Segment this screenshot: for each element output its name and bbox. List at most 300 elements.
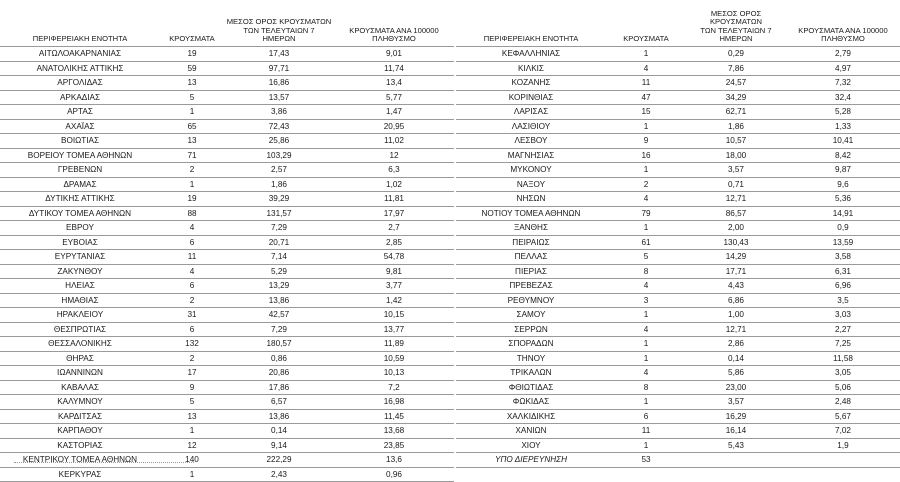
table-row [456, 235, 900, 250]
region-cell: ΑΡΚΑΔΙΑΣ [0, 90, 160, 105]
avg7-cell: 5,86 [686, 366, 786, 381]
table-row [0, 163, 454, 178]
avg7-cell: 131,57 [224, 206, 334, 221]
table-row [456, 424, 900, 439]
per100k-cell: 12 [334, 148, 454, 163]
per100k-cell: 6,31 [786, 264, 900, 279]
avg7-cell: 7,14 [224, 250, 334, 265]
per100k-cell: 23,85 [334, 438, 454, 453]
avg7-cell: 20,71 [224, 235, 334, 250]
per100k-cell: 11,74 [334, 61, 454, 76]
left-header-row [0, 8, 454, 47]
table-row [0, 264, 454, 279]
region-cell: ΜΑΓΝΗΣΙΑΣ [456, 148, 606, 163]
region-cell: ΠΕΛΛΑΣ [456, 250, 606, 265]
region-cell: ΠΙΕΡΙΑΣ [456, 264, 606, 279]
cases-cell: 15 [606, 105, 686, 120]
avg7-cell: 5,43 [686, 438, 786, 453]
region-cell: ΚΑΛΥΜΝΟΥ [0, 395, 160, 410]
header-region: ΠΕΡΙΦΕΡΕΙΑΚΗ ΕΝΟΤΗΤΑ [32, 34, 128, 44]
region-cell: ΦΘΙΩΤΙΔΑΣ [456, 380, 606, 395]
region-cell: ΘΕΣΠΡΩΤΙΑΣ [0, 322, 160, 337]
avg7-cell: 0,14 [686, 351, 786, 366]
per100k-cell: 3,05 [786, 366, 900, 381]
region-cell: ΧΑΛΚΙΔΙΚΗΣ [456, 409, 606, 424]
cases-cell: 9 [160, 380, 224, 395]
per100k-cell: 1,9 [786, 438, 900, 453]
table-row [0, 322, 454, 337]
avg7-cell: 16,86 [224, 76, 334, 91]
table-row [0, 424, 454, 439]
cases-cell: 13 [160, 134, 224, 149]
per100k-cell: 3,77 [334, 279, 454, 294]
region-cell: ΚΑΡΔΙΤΣΑΣ [0, 409, 160, 424]
per100k-cell: 0,96 [334, 467, 454, 482]
per100k-cell: 1,42 [334, 293, 454, 308]
table-row [0, 337, 454, 352]
cases-cell: 11 [606, 424, 686, 439]
region-cell: ΠΕΙΡΑΙΩΣ [456, 235, 606, 250]
cases-cell: 4 [160, 221, 224, 236]
cases-cell: 1 [606, 163, 686, 178]
table-row [0, 351, 454, 366]
table-row [456, 366, 900, 381]
table-row [456, 264, 900, 279]
avg7-cell: 5,29 [224, 264, 334, 279]
avg7-cell: 222,29 [224, 453, 334, 468]
avg7-cell: 24,57 [686, 76, 786, 91]
avg7-cell: 7,29 [224, 221, 334, 236]
region-cell: ΗΡΑΚΛΕΙΟΥ [0, 308, 160, 323]
per100k-cell: 10,41 [786, 134, 900, 149]
cases-cell: 5 [160, 90, 224, 105]
cases-cell: 1 [160, 467, 224, 482]
cases-cell: 11 [160, 250, 224, 265]
avg7-cell: 1,00 [686, 308, 786, 323]
table-row [456, 351, 900, 366]
region-cell: ΚΙΛΚΙΣ [456, 61, 606, 76]
region-cell: ΣΕΡΡΩΝ [456, 322, 606, 337]
cases-cell: 1 [606, 351, 686, 366]
table-row [0, 76, 454, 91]
cases-cell: 2 [160, 293, 224, 308]
table-row [456, 61, 900, 76]
cases-cell: 11 [606, 76, 686, 91]
avg7-cell: 1,86 [224, 177, 334, 192]
avg7-cell: 130,43 [686, 235, 786, 250]
cases-cell: 2 [160, 163, 224, 178]
cases-cell: 6 [606, 409, 686, 424]
avg7-cell: 86,57 [686, 206, 786, 221]
cases-cell: 1 [160, 424, 224, 439]
avg7-cell: 6,86 [686, 293, 786, 308]
avg7-cell: 0,14 [224, 424, 334, 439]
region-cell: ΚΟΡΙΝΘΙΑΣ [456, 90, 606, 105]
cases-cell: 6 [160, 235, 224, 250]
region-cell: ΑΡΤΑΣ [0, 105, 160, 120]
per100k-cell: 10,15 [334, 308, 454, 323]
cases-cell: 12 [160, 438, 224, 453]
cases-cell: 19 [160, 47, 224, 62]
table-row [0, 235, 454, 250]
per100k-cell: 4,97 [786, 61, 900, 76]
avg7-cell: 39,29 [224, 192, 334, 207]
table-row [456, 337, 900, 352]
cases-cell: 8 [606, 380, 686, 395]
per100k-cell: 7,25 [786, 337, 900, 352]
avg7-cell: 34,29 [686, 90, 786, 105]
table-row [456, 163, 900, 178]
region-cell: ΜΥΚΟΝΟΥ [456, 163, 606, 178]
avg7-cell: 0,29 [686, 47, 786, 62]
avg7-cell: 97,71 [224, 61, 334, 76]
avg7-cell: 2,43 [224, 467, 334, 482]
region-cell: ΦΩΚΙΔΑΣ [456, 395, 606, 410]
header-cases: ΚΡΟΥΣΜΑΤΑ [169, 34, 215, 44]
avg7-cell: 17,86 [224, 380, 334, 395]
per100k-cell: 9,87 [786, 163, 900, 178]
avg7-cell: 72,43 [224, 119, 334, 134]
header-avg7-line3: ΗΜΕΡΩΝ [719, 34, 753, 44]
avg7-cell: 13,86 [224, 409, 334, 424]
avg7-cell: 2,57 [224, 163, 334, 178]
table-row [0, 90, 454, 105]
table-row [0, 438, 454, 453]
header-per100k-line1: ΚΡΟΥΣΜΑΤΑ ΑΝΑ 100000 [349, 25, 439, 35]
avg7-cell: 14,29 [686, 250, 786, 265]
avg7-cell: 0,71 [686, 177, 786, 192]
avg7-cell: 17,43 [224, 47, 334, 62]
per100k-cell [786, 453, 900, 468]
cases-cell: 79 [606, 206, 686, 221]
table-row [0, 250, 454, 265]
table-row [0, 61, 454, 76]
cases-cell: 71 [160, 148, 224, 163]
avg7-cell: 42,57 [224, 308, 334, 323]
region-cell: ΒΟΡΕΙΟΥ ΤΟΜΕΑ ΑΘΗΝΩΝ [0, 148, 160, 163]
region-cell: ΔΡΑΜΑΣ [0, 177, 160, 192]
per100k-cell: 17,97 [334, 206, 454, 221]
region-cell: ΚΕΦΑΛΛΗΝΙΑΣ [456, 47, 606, 62]
region-cell: ΙΩΑΝΝΙΝΩΝ [0, 366, 160, 381]
avg7-cell: 18,00 [686, 148, 786, 163]
footer-divider [14, 462, 194, 464]
region-cell: ΝΑΞΟΥ [456, 177, 606, 192]
table-row [0, 293, 454, 308]
cases-cell: 1 [606, 395, 686, 410]
header-avg7-line3: ΗΜΕΡΩΝ [262, 34, 296, 44]
per100k-cell: 2,48 [786, 395, 900, 410]
per100k-cell: 3,5 [786, 293, 900, 308]
avg7-cell: 3,57 [686, 395, 786, 410]
per100k-cell: 2,85 [334, 235, 454, 250]
avg7-cell: 10,57 [686, 134, 786, 149]
per100k-cell: 32,4 [786, 90, 900, 105]
avg7-cell: 3,86 [224, 105, 334, 120]
avg7-cell: 13,86 [224, 293, 334, 308]
table-row [456, 221, 900, 236]
per100k-cell: 10,13 [334, 366, 454, 381]
header-cases: ΚΡΟΥΣΜΑΤΑ [623, 34, 669, 44]
per100k-cell: 3,03 [786, 308, 900, 323]
table-row [0, 221, 454, 236]
avg7-cell: 13,57 [224, 90, 334, 105]
region-cell: ΧΑΝΙΩΝ [456, 424, 606, 439]
per100k-cell: 13,68 [334, 424, 454, 439]
left-table-body [0, 47, 454, 482]
header-per100k [786, 8, 900, 47]
avg7-cell: 17,71 [686, 264, 786, 279]
cases-cell: 4 [606, 279, 686, 294]
avg7-cell: 1,86 [686, 119, 786, 134]
per100k-cell: 5,77 [334, 90, 454, 105]
avg7-cell: 103,29 [224, 148, 334, 163]
table-row [0, 177, 454, 192]
per100k-cell: 5,06 [786, 380, 900, 395]
avg7-cell: 12,71 [686, 192, 786, 207]
table-row [456, 380, 900, 395]
table-row [0, 119, 454, 134]
cases-cell: 1 [606, 438, 686, 453]
table-row [456, 134, 900, 149]
table-row [0, 308, 454, 323]
per100k-cell: 1,33 [786, 119, 900, 134]
cases-cell: 88 [160, 206, 224, 221]
region-cell: ΠΡΕΒΕΖΑΣ [456, 279, 606, 294]
cases-cell: 2 [606, 177, 686, 192]
region-cell: ΑΙΤΩΛΟΑΚΑΡΝΑΝΙΑΣ [0, 47, 160, 62]
cases-cell: 132 [160, 337, 224, 352]
per100k-cell: 2,7 [334, 221, 454, 236]
avg7-cell: 3,57 [686, 163, 786, 178]
region-cell: ΧΙΟΥ [456, 438, 606, 453]
region-cell: ΕΥΒΟΙΑΣ [0, 235, 160, 250]
region-cell: ΑΡΓΟΛΙΔΑΣ [0, 76, 160, 91]
region-cell: ΛΕΣΒΟΥ [456, 134, 606, 149]
table-row [0, 192, 454, 207]
avg7-cell [686, 453, 786, 468]
per100k-cell: 14,91 [786, 206, 900, 221]
table-row [0, 148, 454, 163]
table-row [0, 47, 454, 62]
region-cell: ΗΛΕΙΑΣ [0, 279, 160, 294]
cases-cell: 19 [160, 192, 224, 207]
avg7-cell: 6,57 [224, 395, 334, 410]
cases-cell: 1 [606, 47, 686, 62]
per100k-cell: 20,95 [334, 119, 454, 134]
region-cell: ΡΕΘΥΜΝΟΥ [456, 293, 606, 308]
avg7-cell: 16,14 [686, 424, 786, 439]
region-cell: ΚΕΡΚΥΡΑΣ [0, 467, 160, 482]
table-row [456, 105, 900, 120]
cases-cell: 2 [160, 351, 224, 366]
table-row [456, 119, 900, 134]
cases-cell: 1 [160, 105, 224, 120]
avg7-cell: 0,86 [224, 351, 334, 366]
table-row [0, 380, 454, 395]
per100k-cell: 2,79 [786, 47, 900, 62]
per100k-cell: 11,81 [334, 192, 454, 207]
avg7-cell: 4,43 [686, 279, 786, 294]
region-cell: ΝΟΤΙΟΥ ΤΟΜΕΑ ΑΘΗΝΩΝ [456, 206, 606, 221]
cases-cell: 65 [160, 119, 224, 134]
region-cell: ΓΡΕΒΕΝΩΝ [0, 163, 160, 178]
region-cell: ΑΧΑΪΑΣ [0, 119, 160, 134]
region-cell: ΘΗΡΑΣ [0, 351, 160, 366]
per100k-cell: 11,58 [786, 351, 900, 366]
header-avg7-line2: ΤΩΝ ΤΕΛΕΥΤΑΙΩΝ 7 [243, 25, 315, 35]
cases-cell: 4 [606, 322, 686, 337]
cases-cell: 4 [160, 264, 224, 279]
table-row [0, 366, 454, 381]
per100k-cell: 6,96 [786, 279, 900, 294]
header-avg7-line2: ΤΩΝ ΤΕΛΕΥΤΑΙΩΝ 7 [700, 25, 772, 35]
table-row [456, 177, 900, 192]
per100k-cell: 1,02 [334, 177, 454, 192]
per100k-cell: 9,81 [334, 264, 454, 279]
avg7-cell: 62,71 [686, 105, 786, 120]
per100k-cell: 9,6 [786, 177, 900, 192]
cases-cell: 1 [606, 119, 686, 134]
table-row [456, 250, 900, 265]
header-per100k [334, 8, 454, 47]
region-cell: ΑΝΑΤΟΛΙΚΗΣ ΑΤΤΙΚΗΣ [0, 61, 160, 76]
avg7-cell: 2,86 [686, 337, 786, 352]
table-row [0, 409, 454, 424]
per100k-cell: 7,32 [786, 76, 900, 91]
avg7-cell: 16,29 [686, 409, 786, 424]
cases-cell: 5 [160, 395, 224, 410]
region-cell: ΛΑΣΙΘΙΟΥ [456, 119, 606, 134]
region-cell: ΕΥΡΥΤΑΝΙΑΣ [0, 250, 160, 265]
table-row [0, 279, 454, 294]
per100k-cell: 16,98 [334, 395, 454, 410]
cases-cell: 4 [606, 61, 686, 76]
cases-cell: 16 [606, 148, 686, 163]
region-cell: ΣΠΟΡΑΔΩΝ [456, 337, 606, 352]
table-row [456, 47, 900, 62]
region-cell: ΚΑΡΠΑΘΟΥ [0, 424, 160, 439]
per100k-cell: 3,58 [786, 250, 900, 265]
per100k-cell: 11,89 [334, 337, 454, 352]
region-cell: ΕΒΡΟΥ [0, 221, 160, 236]
per100k-cell: 2,27 [786, 322, 900, 337]
table-row [456, 76, 900, 91]
table-row [456, 206, 900, 221]
table-row [0, 105, 454, 120]
cases-cell: 4 [606, 192, 686, 207]
table-row [456, 395, 900, 410]
cases-cell: 31 [160, 308, 224, 323]
region-cell: ΛΑΡΙΣΑΣ [456, 105, 606, 120]
right-regions-table [456, 8, 900, 468]
per100k-cell: 10,59 [334, 351, 454, 366]
right-table-body [456, 47, 900, 468]
table-row [0, 395, 454, 410]
table-row [0, 206, 454, 221]
avg7-cell: 13,29 [224, 279, 334, 294]
per100k-cell: 1,47 [334, 105, 454, 120]
avg7-cell: 2,00 [686, 221, 786, 236]
per100k-cell: 11,45 [334, 409, 454, 424]
avg7-cell: 23,00 [686, 380, 786, 395]
cases-cell: 47 [606, 90, 686, 105]
cases-cell: 1 [606, 308, 686, 323]
avg7-cell: 180,57 [224, 337, 334, 352]
per100k-cell: 6,3 [334, 163, 454, 178]
cases-cell: 17 [160, 366, 224, 381]
table-row [0, 134, 454, 149]
region-cell: ΔΥΤΙΚΟΥ ΤΟΜΕΑ ΑΘΗΝΩΝ [0, 206, 160, 221]
region-cell: ΥΠΟ ΔΙΕΡΕΥΝΗΣΗ [456, 453, 606, 468]
cases-cell: 6 [160, 279, 224, 294]
cases-cell: 9 [606, 134, 686, 149]
table-row [456, 453, 900, 468]
per100k-cell: 5,67 [786, 409, 900, 424]
table-row [456, 293, 900, 308]
header-avg7 [224, 8, 334, 47]
header-per100k-line2: ΠΛΗΘΥΣΜΟ [372, 34, 416, 44]
avg7-cell: 12,71 [686, 322, 786, 337]
per100k-cell: 13,6 [334, 453, 454, 468]
per100k-cell: 13,4 [334, 76, 454, 91]
region-cell: ΝΗΣΩΝ [456, 192, 606, 207]
region-cell: ΤΡΙΚΑΛΩΝ [456, 366, 606, 381]
region-cell: ΞΑΝΘΗΣ [456, 221, 606, 236]
cases-cell: 1 [606, 221, 686, 236]
per100k-cell: 7,02 [786, 424, 900, 439]
region-cell: ΤΗΝΟΥ [456, 351, 606, 366]
header-avg7-line1: ΜΕΣΟΣ ΟΡΟΣ ΚΡΟΥΣΜΑΤΩΝ [226, 17, 332, 27]
region-cell: ΚΑΣΤΟΡΙΑΣ [0, 438, 160, 453]
right-header-row [456, 8, 900, 47]
cases-cell: 59 [160, 61, 224, 76]
per100k-cell: 11,02 [334, 134, 454, 149]
region-cell: ΒΟΙΩΤΙΑΣ [0, 134, 160, 149]
header-per100k-line2: ΠΛΗΘΥΣΜΟ [821, 34, 865, 44]
region-cell: ΚΑΒΑΛΑΣ [0, 380, 160, 395]
avg7-cell: 9,14 [224, 438, 334, 453]
table-row [456, 192, 900, 207]
region-cell: ΗΜΑΘΙΑΣ [0, 293, 160, 308]
per100k-cell: 0,9 [786, 221, 900, 236]
avg7-cell: 25,86 [224, 134, 334, 149]
header-per100k-line1: ΚΡΟΥΣΜΑΤΑ ΑΝΑ 100000 [798, 25, 888, 35]
per100k-cell: 13,77 [334, 322, 454, 337]
cases-cell: 53 [606, 453, 686, 468]
avg7-cell: 20,86 [224, 366, 334, 381]
region-cell: ΘΕΣΣΑΛΟΝΙΚΗΣ [0, 337, 160, 352]
per100k-cell: 5,36 [786, 192, 900, 207]
avg7-cell: 7,29 [224, 322, 334, 337]
header-region: ΠΕΡΙΦΕΡΕΙΑΚΗ ΕΝΟΤΗΤΑ [483, 34, 579, 44]
per100k-cell: 9,01 [334, 47, 454, 62]
table-row [0, 453, 454, 468]
cases-cell: 8 [606, 264, 686, 279]
left-regions-table [0, 8, 454, 482]
region-cell: ΚΕΝΤΡΙΚΟΥ ΤΟΜΕΑ ΑΘΗΝΩΝ [0, 453, 160, 468]
per100k-cell: 54,78 [334, 250, 454, 265]
region-cell: ΣΑΜΟΥ [456, 308, 606, 323]
cases-cell: 6 [160, 322, 224, 337]
per100k-cell: 5,28 [786, 105, 900, 120]
per100k-cell: 8,42 [786, 148, 900, 163]
cases-cell: 1 [160, 177, 224, 192]
per100k-cell: 13,59 [786, 235, 900, 250]
header-avg7-line1: ΜΕΣΟΣ ΟΡΟΣ ΚΡΟΥΣΜΑΤΩΝ [709, 8, 763, 27]
table-row [456, 308, 900, 323]
table-row [456, 90, 900, 105]
